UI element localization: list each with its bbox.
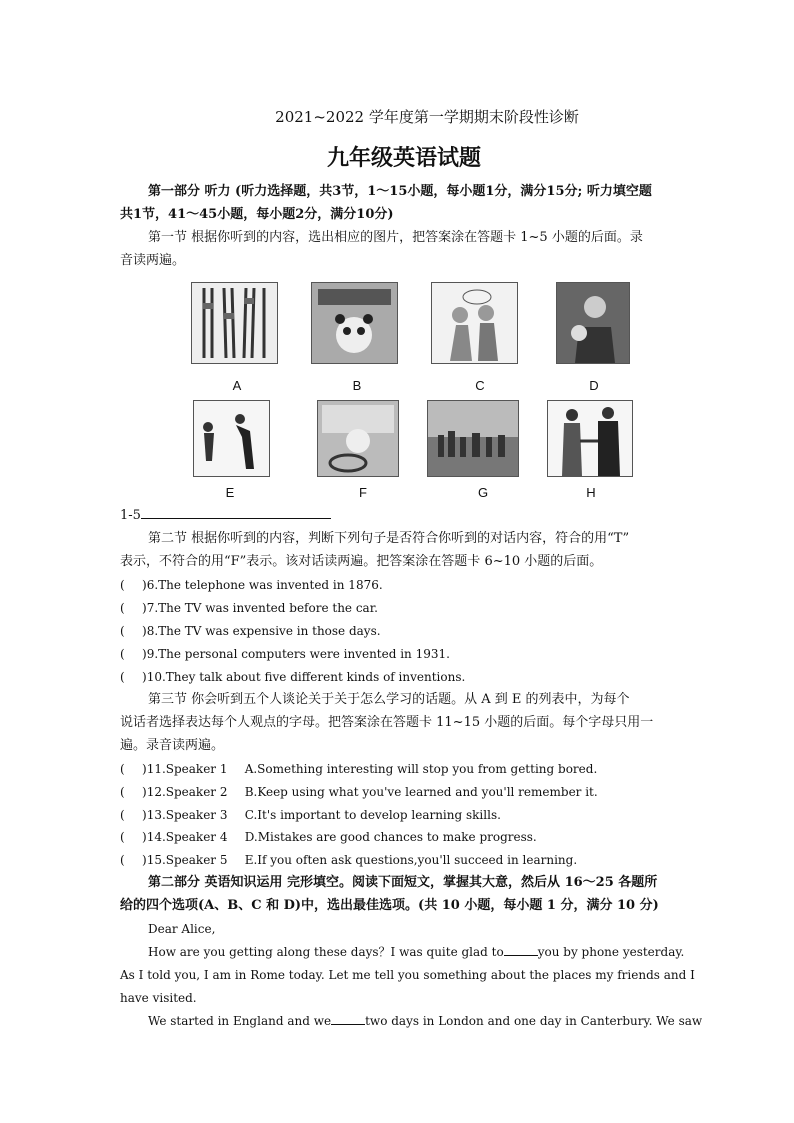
part1-heading-cont: 共1节，41～45小题，每小题2分，满分10分) bbox=[120, 207, 394, 222]
letter-paragraph-4: We started in England and we two days in London and one day in Canterbury. We saw bbox=[148, 1014, 703, 1028]
picture-f-driver bbox=[317, 400, 399, 477]
term-title: 2021~2022 学年度第一学期期末阶段性诊断 bbox=[275, 108, 579, 126]
part1-heading: 第一部分 听力 (听力选择题，共3节，1～15小题，每小题1分，满分15分; 听力填空题 bbox=[148, 184, 652, 199]
section1-instruction: 第一节 根据你听到的内容，选出相应的图片，把答案涂在答题卡 1~5 小题的后面。录 bbox=[148, 230, 643, 245]
part2-heading-cont: 给的四个选项(A、B、C 和 D)中，选出最佳选项。(共 10 小题，每小题 1 分，满分 10 分) bbox=[120, 898, 659, 913]
picture-label-e: E bbox=[225, 485, 235, 500]
picture-label-h: H bbox=[586, 485, 596, 500]
letter-paragraph-1: How are you getting along these days？I was quite glad to you by phone yesterday. bbox=[148, 945, 685, 959]
section2-instruction: 第二节 根据你听到的内容，判断下列句子是否符合你听到的对话内容，符合的用“T” bbox=[148, 531, 630, 546]
picture-g-stonehenge bbox=[427, 400, 519, 477]
answer-blank[interactable] bbox=[141, 518, 331, 519]
section2-instruction-cont: 表示，不符合的用“F”表示。该对话读两遍。把答案涂在答题卡 6~10 小题的后面。 bbox=[120, 554, 603, 569]
speaker-item-13: ( )13.Speaker 3 C.It's important to develop learning skills. bbox=[120, 808, 501, 822]
picture-d-couple bbox=[556, 282, 630, 364]
paren-open: ( bbox=[120, 578, 125, 592]
section3-instruction: 第三节 你会听到五个人谈论关于关于怎么学习的话题。从 A 到 E 的列表中，为每个 bbox=[148, 692, 630, 707]
tf-item-8: ( )8.The TV was expensive in those days. bbox=[120, 624, 381, 638]
answer-label: 1-5 bbox=[120, 508, 141, 523]
page-title: 九年级英语试题 bbox=[326, 145, 481, 171]
section1-instruction-cont: 音读两遍。 bbox=[120, 253, 186, 268]
tf-item-7: ( )7.The TV was invented before the car. bbox=[120, 601, 378, 615]
answer-line-1-5 bbox=[120, 507, 331, 525]
tf-item-10: ( )10.They talk about five different kinds of inventions. bbox=[120, 670, 466, 684]
picture-c-shopping bbox=[431, 282, 518, 364]
part2-heading: 第二部分 英语知识运用 完形填空。阅读下面短文，掌握其大意，然后从 16～25 各题所 bbox=[148, 875, 658, 890]
tf-item-6: ( )6.The telephone was invented in 1876. bbox=[120, 578, 383, 592]
picture-label-f: F bbox=[359, 485, 367, 500]
cloze-blank[interactable] bbox=[331, 1024, 365, 1025]
picture-label-d: D bbox=[589, 378, 599, 393]
tf-item-9: ( )9.The personal computers were invented in 1931. bbox=[120, 647, 450, 661]
speaker-item-15: ( )15.Speaker 5 E.If you often ask questions,you'll succeed in learning. bbox=[120, 853, 578, 867]
picture-label-g: G bbox=[477, 485, 489, 500]
section3-instruction-end: 遍。录音读两遍。 bbox=[120, 738, 225, 753]
letter-greeting: Dear Alice, bbox=[148, 922, 216, 936]
picture-label-c: C bbox=[475, 378, 485, 393]
picture-label-a: A bbox=[232, 378, 242, 393]
section3-instruction-cont: 说话者选择表达每个人观点的字母。把答案涂在答题卡 11~15 小题的后面。每个字母只用一 bbox=[120, 715, 654, 730]
speaker-item-14: ( )14.Speaker 4 D.Mistakes are good chances to make progress. bbox=[120, 830, 537, 844]
picture-b-panda-poster bbox=[311, 282, 398, 364]
speaker-item-12: ( )12.Speaker 2 B.Keep using what you've learned and you'll remember it. bbox=[120, 785, 598, 799]
picture-e-bowing bbox=[193, 400, 270, 477]
speaker-item-11: ( )11.Speaker 1 A.Something interesting will stop you from getting bored. bbox=[120, 762, 598, 776]
cloze-blank[interactable] bbox=[504, 955, 538, 956]
picture-h-handshake bbox=[547, 400, 633, 477]
letter-paragraph-2: As I told you, I am in Rome today. Let me tell you something about the places my friends and I bbox=[120, 968, 695, 982]
letter-paragraph-3: have visited. bbox=[120, 991, 197, 1005]
picture-a-zippers bbox=[191, 282, 278, 364]
picture-label-b: B bbox=[352, 378, 362, 393]
